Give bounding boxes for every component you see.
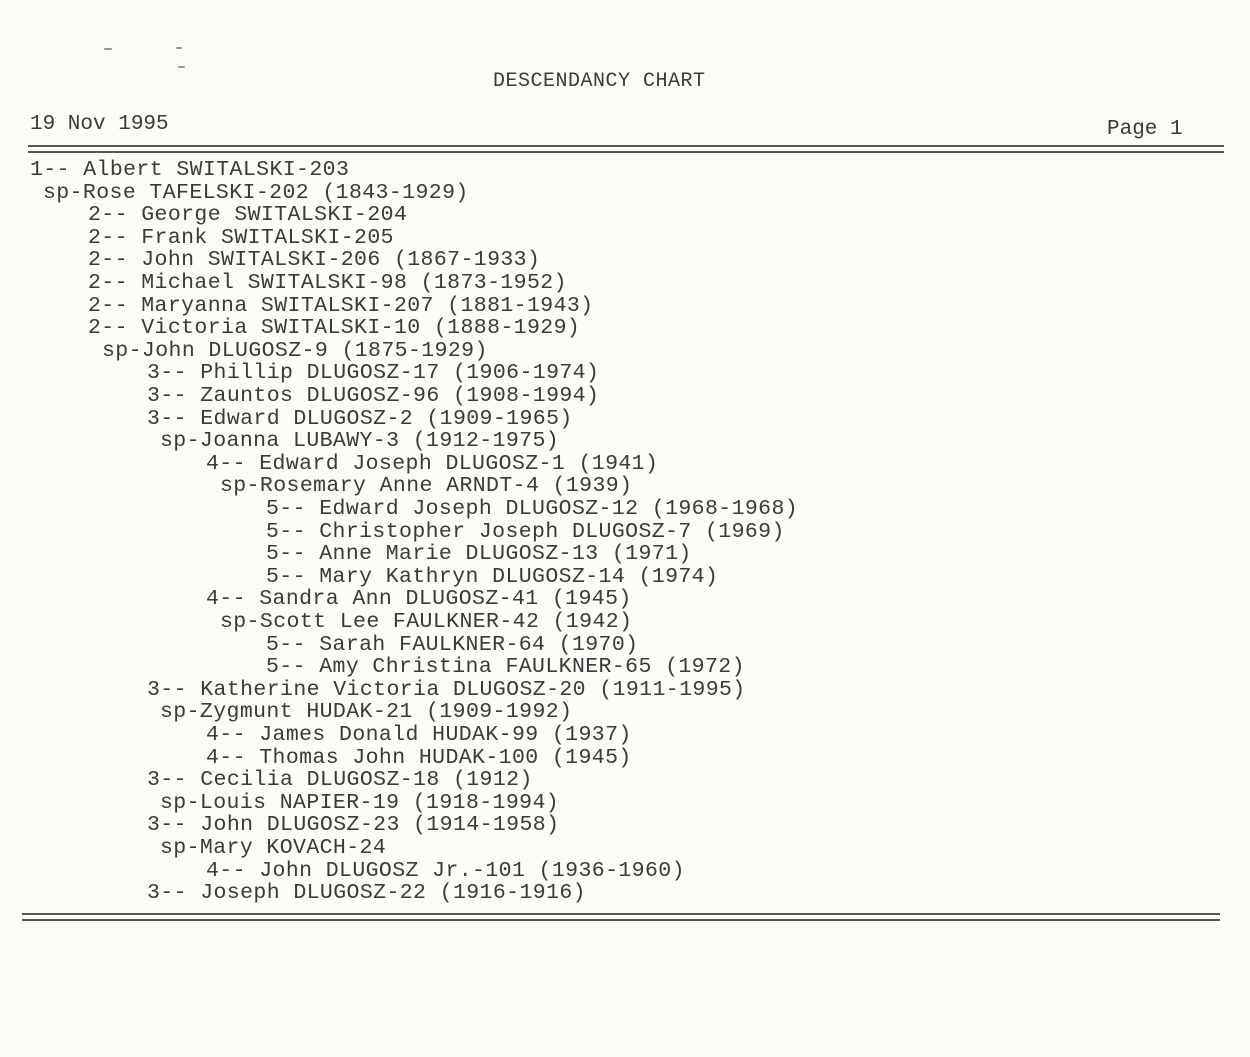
bottom-divider: [22, 913, 1220, 921]
descendant-entry: 2-- George SWITALSKI-204: [88, 203, 408, 227]
descendant-entry: 4-- James Donald HUDAK-99 (1937): [206, 723, 632, 747]
scan-speck: [178, 66, 185, 68]
descendant-entry: 4-- John DLUGOSZ Jr.-101 (1936-1960): [206, 859, 685, 883]
spouse-entry: sp-Scott Lee FAULKNER-42 (1942): [220, 610, 633, 634]
spouse-entry: sp-Mary KOVACH-24: [160, 836, 387, 860]
descendant-entry: 2-- Michael SWITALSKI-98 (1873-1952): [88, 271, 567, 295]
scan-speck: [176, 47, 182, 49]
spouse-entry: sp-John DLUGOSZ-9 (1875-1929): [102, 339, 488, 363]
spouse-entry: sp-Joanna LUBAWY-3 (1912-1975): [160, 429, 560, 453]
descendant-entry: 5-- Edward Joseph DLUGOSZ-12 (1968-1968): [266, 497, 799, 521]
top-divider: [28, 145, 1224, 153]
scan-speck: [104, 48, 112, 50]
descendant-entry: 3-- Joseph DLUGOSZ-22 (1916-1916): [147, 881, 586, 905]
descendant-entry: 3-- Katherine Victoria DLUGOSZ-20 (1911-1995): [147, 678, 746, 702]
descendant-entry: 5-- Mary Kathryn DLUGOSZ-14 (1974): [266, 565, 719, 589]
descendant-entry: 3-- Zauntos DLUGOSZ-96 (1908-1994): [147, 384, 600, 408]
descendant-entry: 3-- John DLUGOSZ-23 (1914-1958): [147, 813, 560, 837]
descendant-entry: 2-- John SWITALSKI-206 (1867-1933): [88, 248, 541, 272]
spouse-entry: sp-Louis NAPIER-19 (1918-1994): [160, 791, 560, 815]
descendant-entry: 5-- Amy Christina FAULKNER-65 (1972): [266, 655, 745, 679]
descendant-entry: 2-- Maryanna SWITALSKI-207 (1881-1943): [88, 294, 594, 318]
descendant-entry: 5-- Anne Marie DLUGOSZ-13 (1971): [266, 542, 692, 566]
chart-title: DESCENDANCY CHART: [493, 70, 706, 93]
descendant-entry: 3-- Cecilia DLUGOSZ-18 (1912): [147, 768, 533, 792]
descendant-entry: 3-- Phillip DLUGOSZ-17 (1906-1974): [147, 361, 600, 385]
descendant-entry: 3-- Edward DLUGOSZ-2 (1909-1965): [147, 407, 573, 431]
spouse-entry: sp-Rosemary Anne ARNDT-4 (1939): [220, 474, 633, 498]
descendant-entry: 4-- Thomas John HUDAK-100 (1945): [206, 746, 632, 770]
descendant-entry: 5-- Sarah FAULKNER-64 (1970): [266, 633, 639, 657]
descendant-entry: 1-- Albert SWITALSKI-203: [30, 158, 350, 182]
descendant-entry: 5-- Christopher Joseph DLUGOSZ-7 (1969): [266, 520, 785, 544]
descendant-entry: 4-- Sandra Ann DLUGOSZ-41 (1945): [206, 587, 632, 611]
spouse-entry: sp-Zygmunt HUDAK-21 (1909-1992): [160, 700, 573, 724]
descendant-entry: 2-- Victoria SWITALSKI-10 (1888-1929): [88, 316, 581, 340]
descendant-entry: 4-- Edward Joseph DLUGOSZ-1 (1941): [206, 452, 659, 476]
report-date: 19 Nov 1995: [30, 113, 169, 136]
descendant-entry: 2-- Frank SWITALSKI-205: [88, 226, 394, 250]
page-number: Page 1: [1107, 118, 1183, 141]
spouse-entry: sp-Rose TAFELSKI-202 (1843-1929): [43, 181, 469, 205]
